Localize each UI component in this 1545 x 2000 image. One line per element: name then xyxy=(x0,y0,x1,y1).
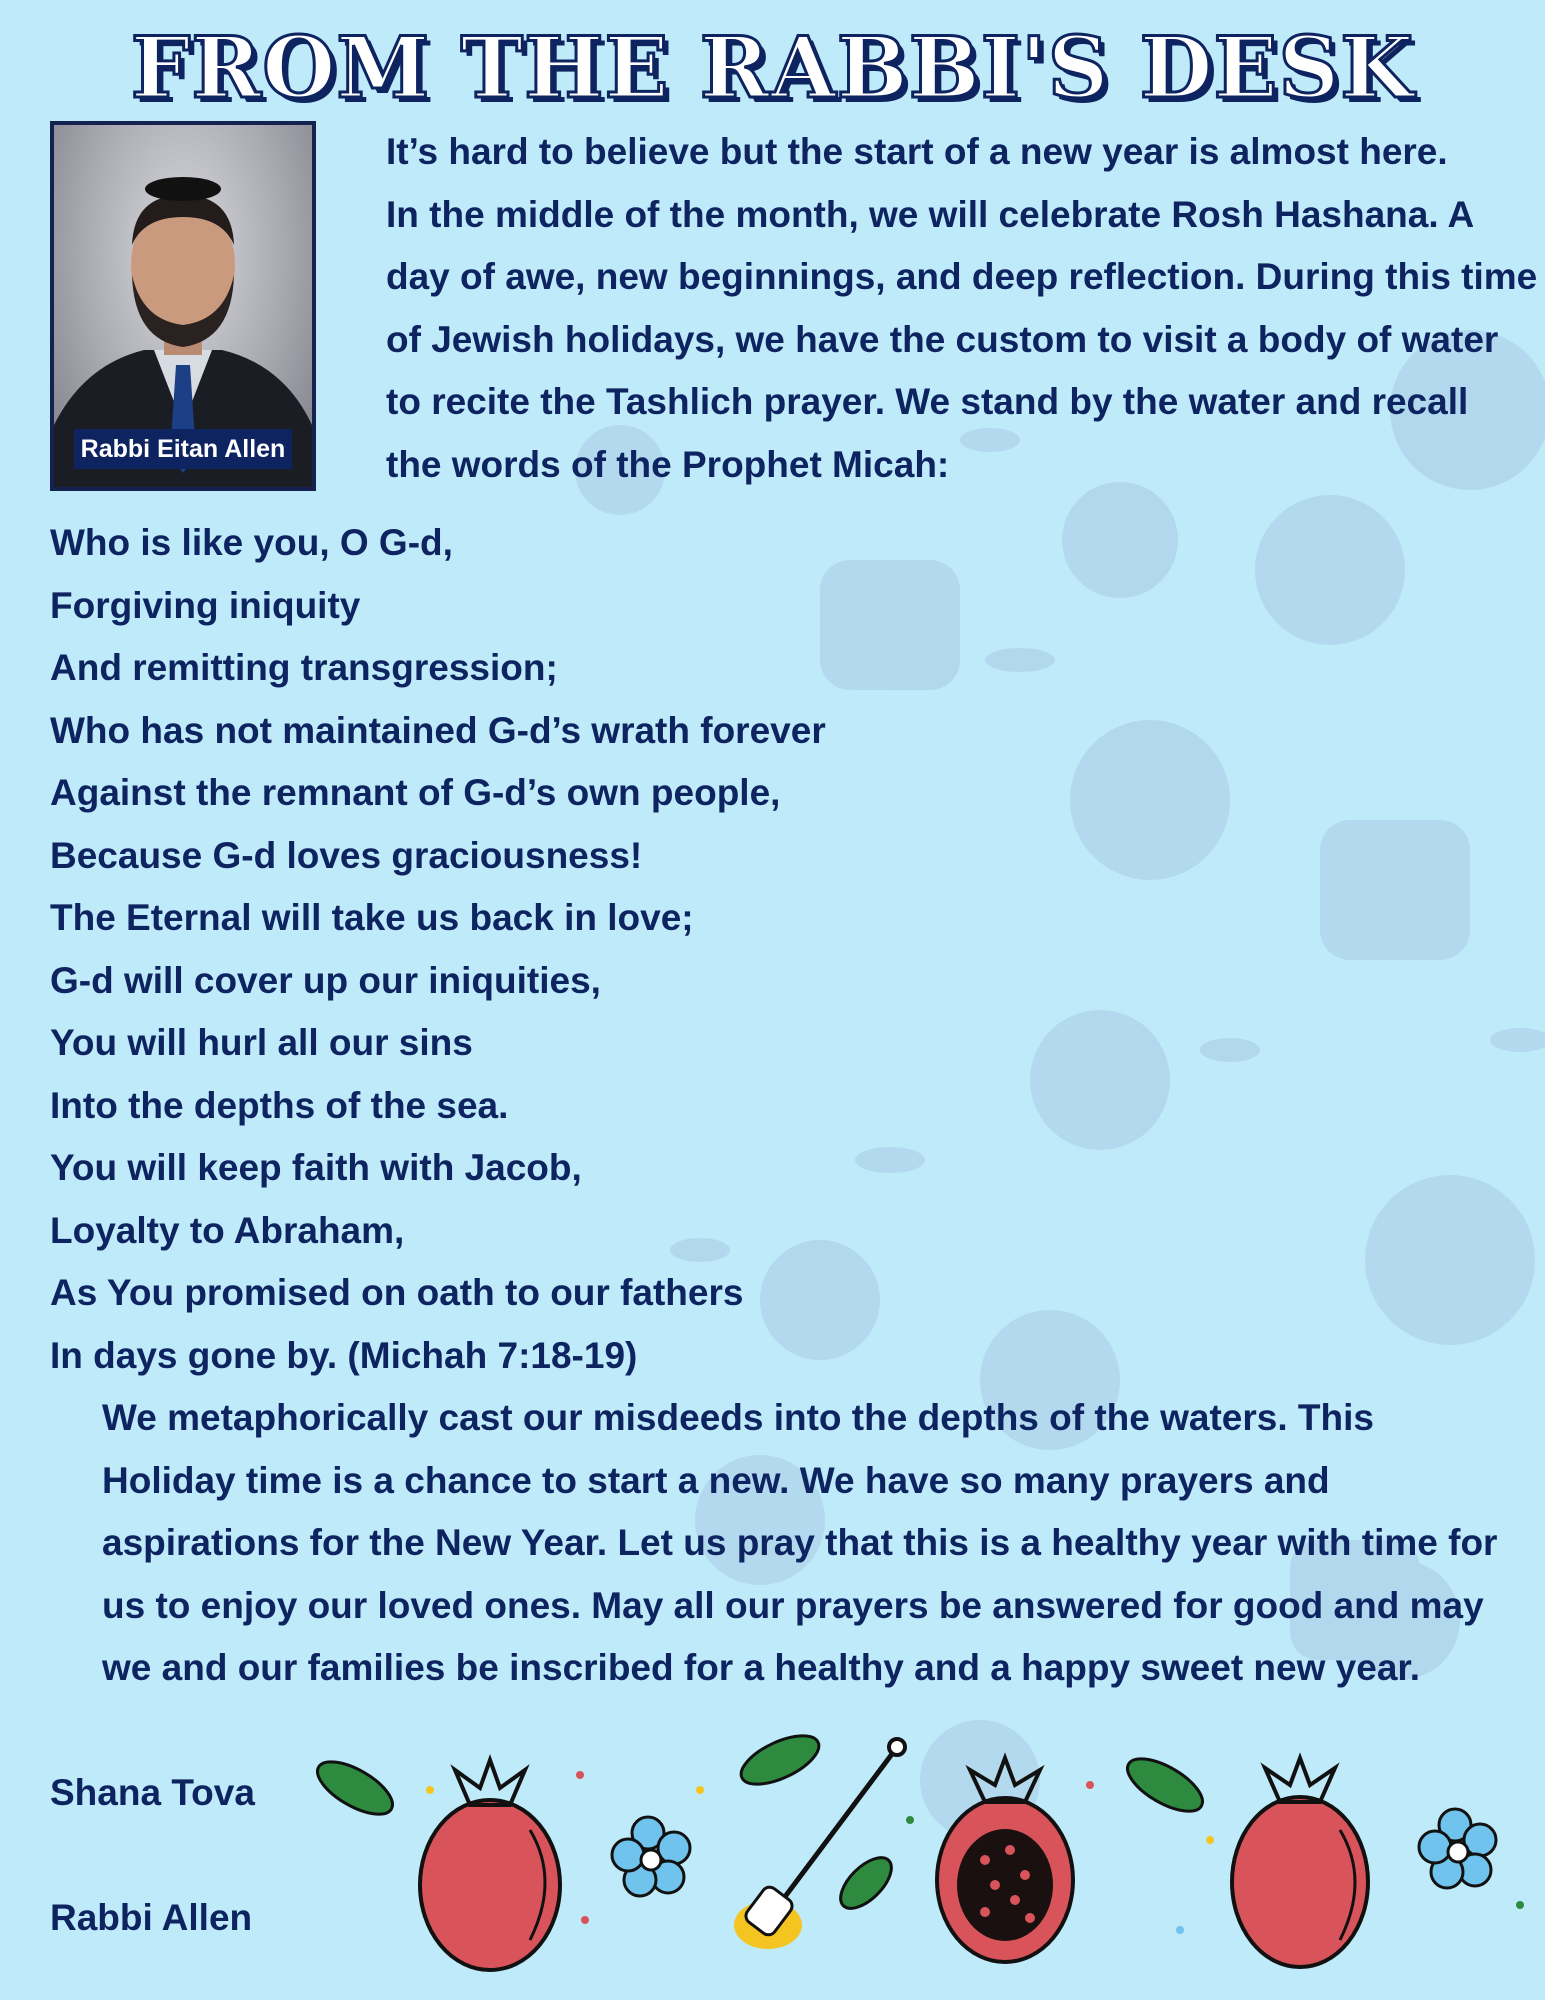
signoff-name: Rabbi Allen xyxy=(50,1897,253,1938)
poem-line: And remitting transgression; xyxy=(50,647,558,688)
text-line: day of awe, new beginnings, and deep reflection. During this time xyxy=(386,256,1538,297)
poem-line: Who has not maintained G-d’s wrath forever xyxy=(50,709,826,751)
poem-line: Loyalty to Abraham, xyxy=(50,1209,405,1251)
poem-line: As You promised on oath to our fathers xyxy=(50,1272,744,1313)
photo-caption: Rabbi Eitan Allen xyxy=(74,429,292,469)
signoff-greeting: Shana Tova xyxy=(50,1772,255,1813)
poem-line: Who is like you, O G-d, xyxy=(50,522,453,563)
flower-icon xyxy=(612,1817,690,1896)
text-line: we and our families be inscribed for a healthy and a happy sweet new year. xyxy=(102,1647,1421,1688)
text-line: aspirations for the New Year. Let us pray that this is a healthy year with time for xyxy=(102,1522,1498,1563)
text-line: to recite the Tashlich prayer. We stand by the water and recall xyxy=(386,381,1469,422)
poem-line: In days gone by. (Michah 7:18-19) xyxy=(50,1334,638,1376)
poem-line: G-d will cover up our iniquities, xyxy=(50,959,601,1001)
footer-illustration xyxy=(0,1720,1545,2000)
micah-quote xyxy=(50,512,1050,1387)
text-line: We metaphorically cast our misdeeds into the depths of the waters. This xyxy=(102,1397,1374,1438)
text-line: the words of the Prophet Micah: xyxy=(386,443,950,485)
text-line: of Jewish holidays, we have the custom to visit a body of water xyxy=(386,318,1499,360)
poem-line: Into the depths of the sea. xyxy=(50,1084,509,1126)
poem-line: You will hurl all our sins xyxy=(50,1022,473,1063)
closing-paragraph xyxy=(50,1387,1520,1700)
text-line: In the middle of the month, we will celebrate Rosh Hashana. A xyxy=(386,193,1475,235)
poem-line: Forgiving iniquity xyxy=(50,584,361,626)
text-line: It’s hard to believe but the start of a new year is almost here. xyxy=(386,131,1448,172)
poem-line: Because G-d loves graciousness! xyxy=(50,834,643,876)
text-line: Holiday time is a chance to start a new. We have so many prayers and xyxy=(102,1459,1330,1501)
text-line: us to enjoy our loved ones. May all our prayers be answered for good and may xyxy=(102,1584,1484,1626)
pomegranate-icon xyxy=(937,1758,1073,1962)
poem-line: Against the remnant of G-d’s own people, xyxy=(50,772,781,813)
pomegranate-icon xyxy=(1232,1758,1368,1967)
flower-icon xyxy=(1419,1809,1496,1888)
poem-line: You will keep faith with Jacob, xyxy=(50,1147,582,1188)
pomegranate-icon xyxy=(420,1760,560,1970)
intro-paragraph xyxy=(336,121,1538,496)
poem-line: The Eternal will take us back in love; xyxy=(50,897,694,938)
rabbi-photo xyxy=(50,121,316,491)
page-title: FROM THE RABBI'S DESK xyxy=(130,18,1415,117)
